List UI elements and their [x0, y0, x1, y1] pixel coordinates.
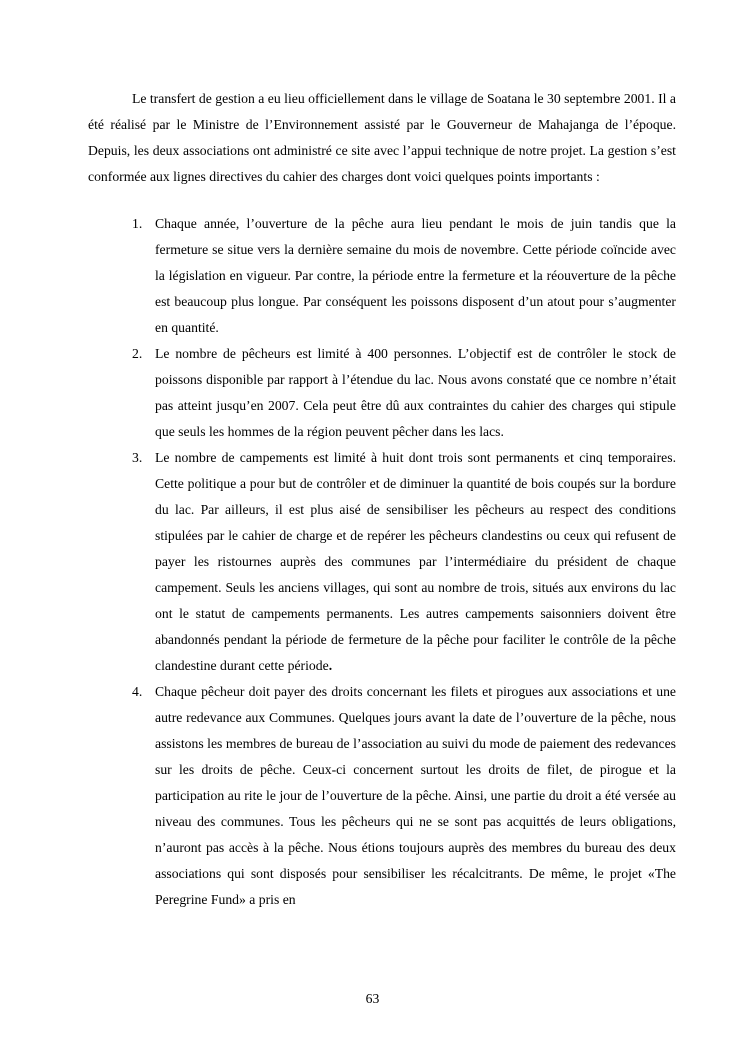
list-item-text: Le nombre de pêcheurs est limité à 400 personnes. L’objectif est de contrôler le stock de poissons disponible par rapport à l’étendue du lac. Nous avons constaté que ce nombre n’était pas atteint jusqu’en 2007. Cela peut être dû aux contraintes du cahier des charges qui stipule que seuls les hommes de la région peuvent pêcher dans les lacs.	[155, 346, 676, 439]
list-item-text: Le nombre de campements est limité à huit dont trois sont permanents et cinq temporaires. Cette politique a pour but de contrôler et de diminuer la quantité de bois coupés sur la bordure du lac. Par ailleurs, il est plus aisé de sensibiliser les pêcheurs au respect des conditions stipulées par le cahier de charge et de repérer les pêcheurs clandestins ou ceux qui refusent de payer les ristournes auprès des communes par l’intermédiaire du président de chaque campement. Seuls les anciens villages, qui sont au nombre de trois, situés aux environs du lac ont le statut de campements permanents. Les autres campements saisonniers doivent être abandonnés pendant la période de fermeture de la pêche pour faciliter le contrôle de la pêche clandestine durant cette période	[155, 450, 676, 673]
bold-period: .	[328, 658, 333, 673]
numbered-list	[88, 211, 676, 913]
list-item	[88, 341, 676, 445]
list-item	[88, 211, 676, 341]
list-item	[88, 679, 676, 913]
intro-paragraph: Le transfert de gestion a eu lieu officiellement dans le village de Soatana le 30 septembre 2001. Il a été réalisé par le Ministre de l’Environnement assisté par le Gouverneur de Mahajanga de l’époque. Depuis, les deux associations ont administré ce site avec l’appui technique de notre projet. La gestion s’est conformée aux lignes directives du cahier des charges dont voici quelques points importants :	[88, 91, 676, 184]
list-item-number: 4.	[132, 684, 143, 699]
page-number: 63	[365, 991, 380, 1006]
list-item-text: Chaque année, l’ouverture de la pêche aura lieu pendant le mois de juin tandis que la fermeture se situe vers la dernière semaine du mois de novembre. Cette période coïncide avec la législation en vigueur. Par contre, la période entre la fermeture et la réouverture de la pêche est beaucoup plus longue. Par conséquent les poissons disposent d’un atout pour s’augmenter en quantité.	[155, 216, 676, 335]
list-item	[88, 445, 676, 679]
list-item-number: 1.	[132, 216, 143, 231]
list-item-number: 3.	[132, 450, 143, 465]
list-item-number: 2.	[132, 346, 143, 361]
list-item-text: Chaque pêcheur doit payer des droits concernant les filets et pirogues aux associations et une autre redevance aux Communes. Quelques jours avant la date de l’ouverture de la pêche, nous assistons les membres de bureau de l’association au suivi du mode de paiement des redevances sur les droits de pêche. Ceux-ci concernent surtout les droits de filet, de pirogue et la participation au rite le jour de l’ouverture de la pêche. Ainsi, une partie du droit a été versée au niveau des communes. Tous les pêcheurs qui ne se sont pas acquittés de leurs obligations, n’auront pas accès à la pêche. Nous étions toujours auprès des membres du bureau des deux associations qui sont disposés pour sensibiliser les récalcitrants. De même, le projet «The Peregrine Fund» a pris en	[155, 684, 676, 907]
